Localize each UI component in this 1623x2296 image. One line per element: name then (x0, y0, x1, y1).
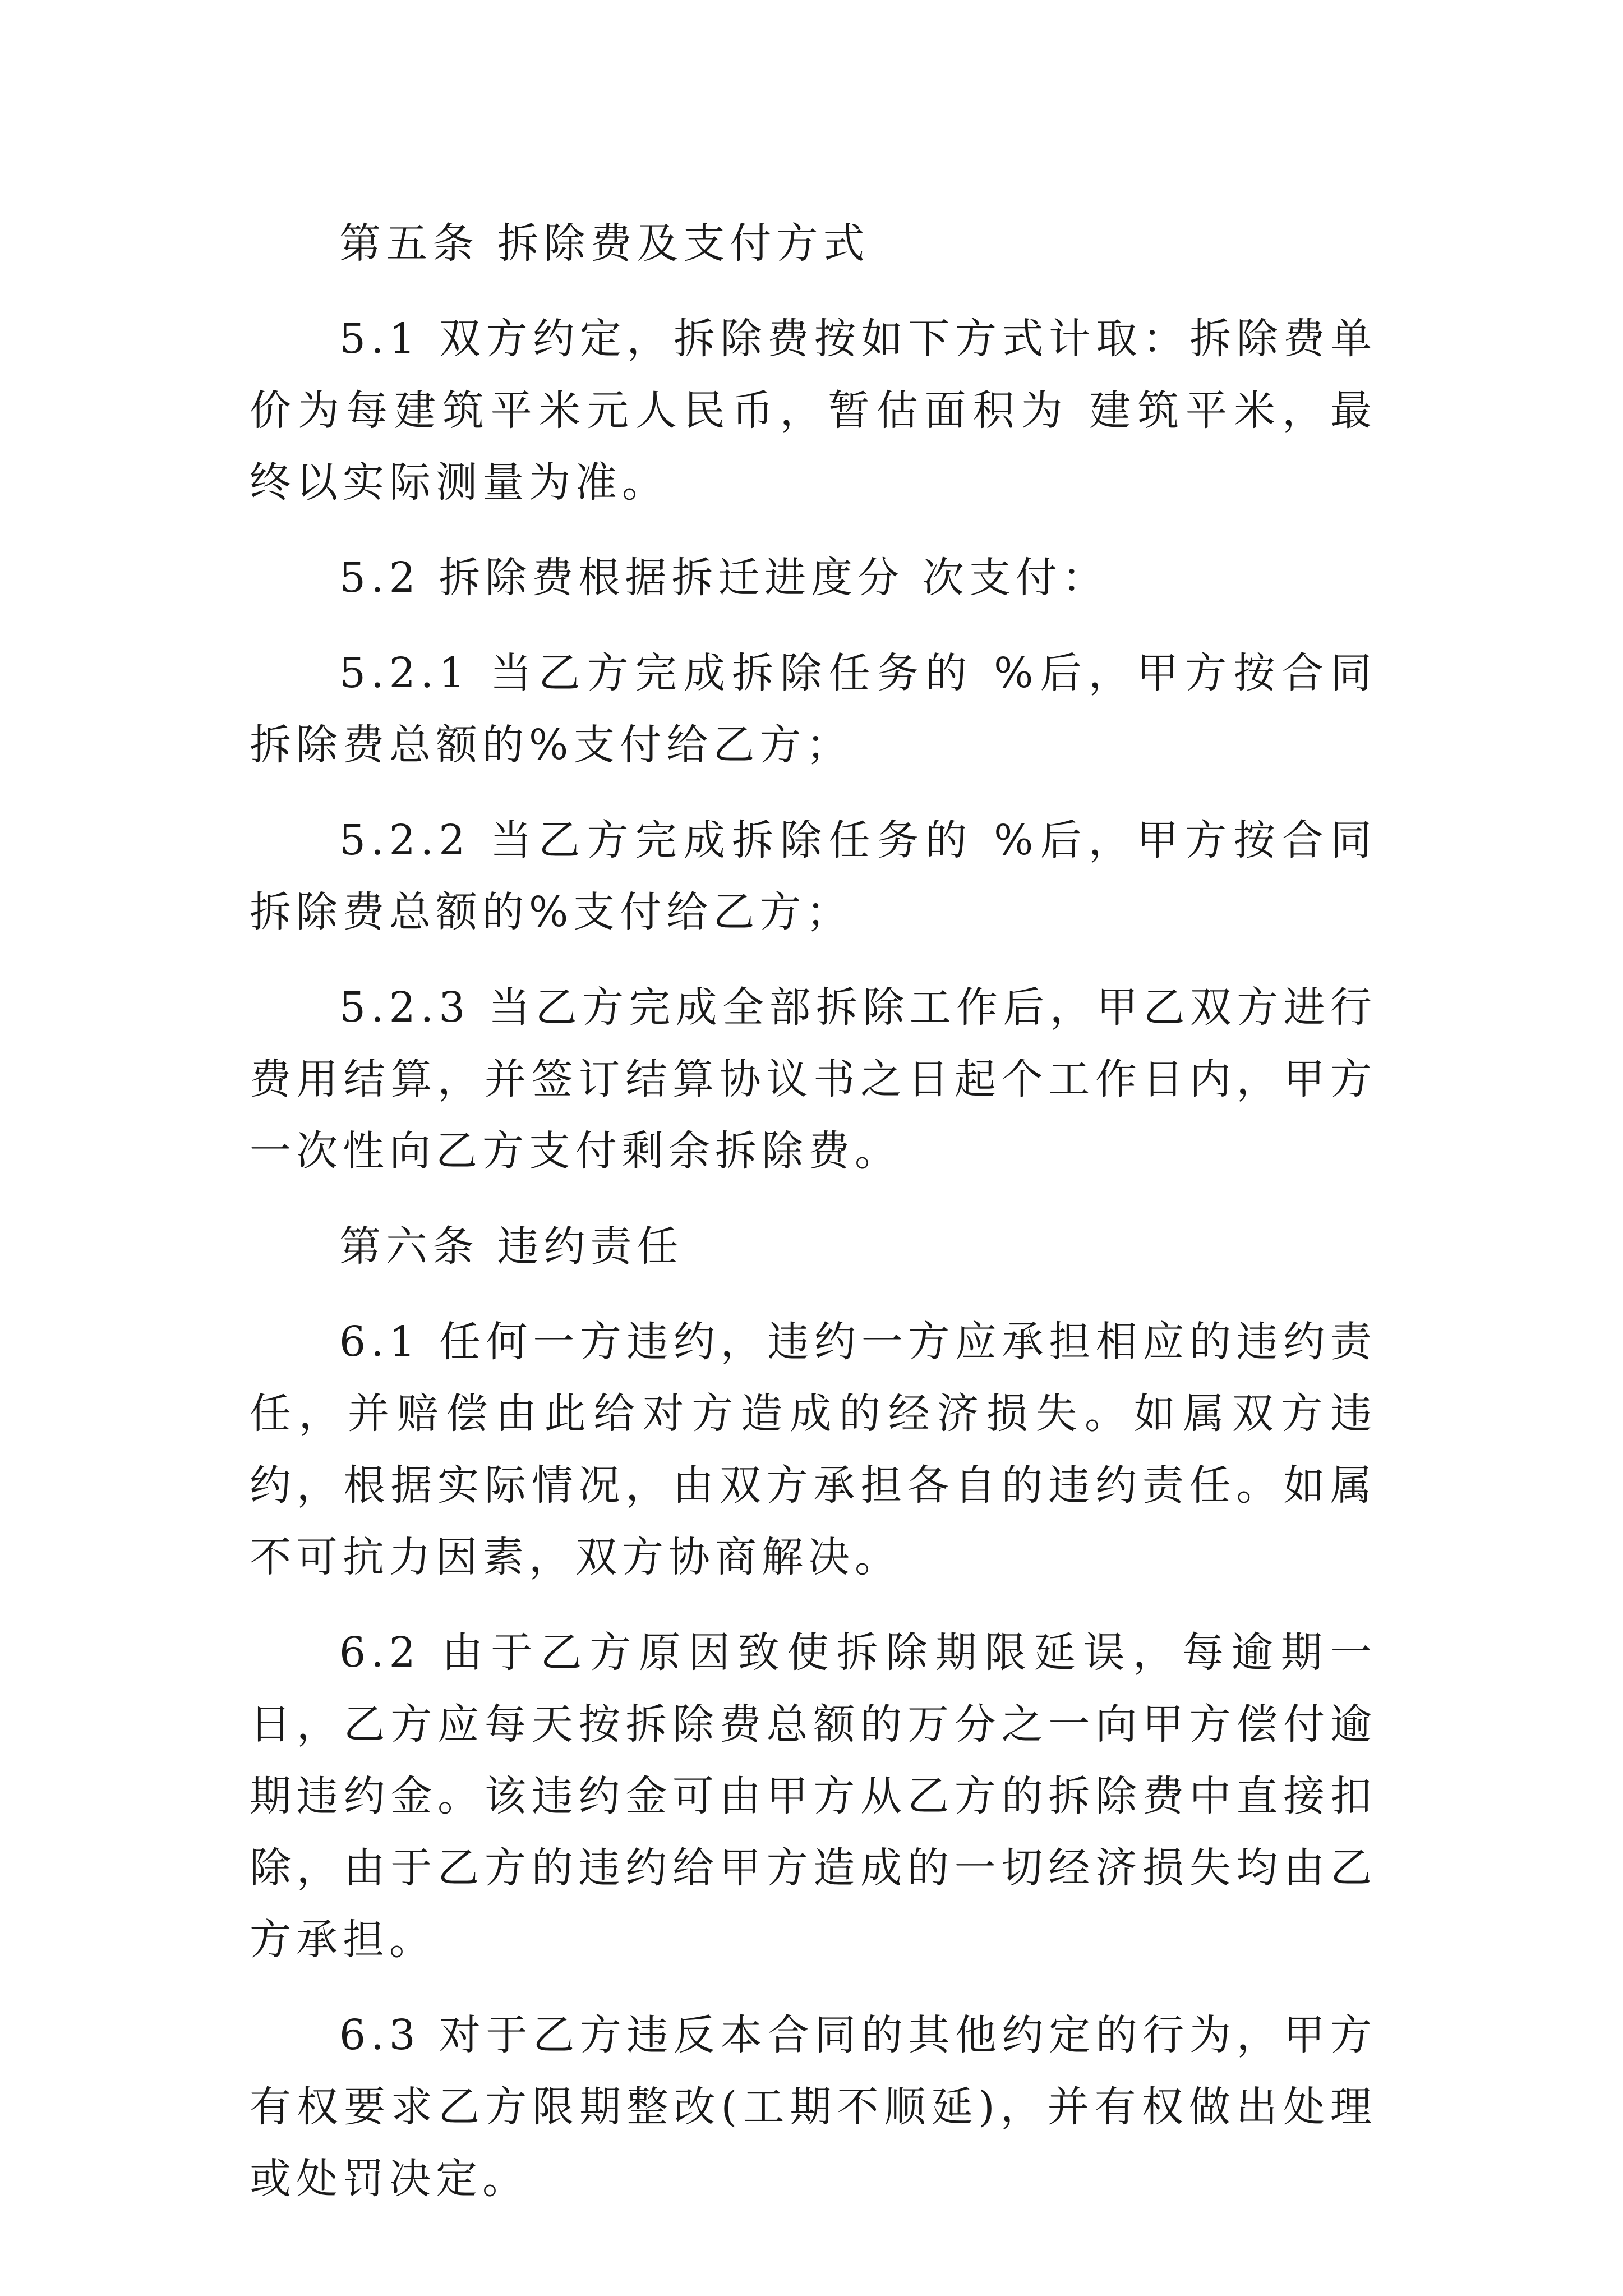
clause-5-2-1: 5.2.1 当乙方完成拆除任务的 %后，甲方按合同拆除费总额的%支付给乙方； (250, 649, 1377, 769)
document-body (250, 208, 1377, 2238)
clause-5-2-3: 5.2.3 当乙方完成全部拆除工作后，甲乙双方进行费用结算，并签订结算协议书之日起个工作日内，甲方一次性向乙方支付剩余拆除费。 (250, 983, 1377, 1175)
article-5-heading: 第五条 拆除费及支付方式 (339, 219, 870, 268)
article-6-heading: 第六条 违约责任 (339, 1222, 684, 1271)
clause-6-1: 6.1 任何一方违约，违约一方应承担相应的违约责任，并赔偿由此给对方造成的经济损失。如属双方违约，根据实际情况，由双方承担各自的违约责任。如属不可抗力因素，双方协商解决。 (250, 1318, 1377, 1581)
clause-6-2: 6.2 由于乙方原因致使拆除期限延误，每逾期一日，乙方应每天按拆除费总额的万分之一向甲方偿付逾期违约金。该违约金可由甲方从乙方的拆除费中直接扣除，由于乙方的违约给甲方造成的一切经济损失均由乙方承担。 (250, 1628, 1377, 1964)
clause-6-3: 6.3 对于乙方违反本合同的其他约定的行为，甲方有权要求乙方限期整改(工期不顺延)，并有权做出处理或处罚决定。 (250, 2011, 1377, 2203)
clause-5-1: 5.1 双方约定，拆除费按如下方式计取：拆除费单价为每建筑平米元人民币，暂估面积为 建筑平米，最终以实际测量为准。 (250, 315, 1377, 507)
clause-5-2: 5.2 拆除费根据拆迁进度分 次支付： (339, 554, 1109, 602)
clause-5-2-2: 5.2.2 当乙方完成拆除任务的 %后，甲方按合同拆除费总额的%支付给乙方； (250, 816, 1377, 936)
